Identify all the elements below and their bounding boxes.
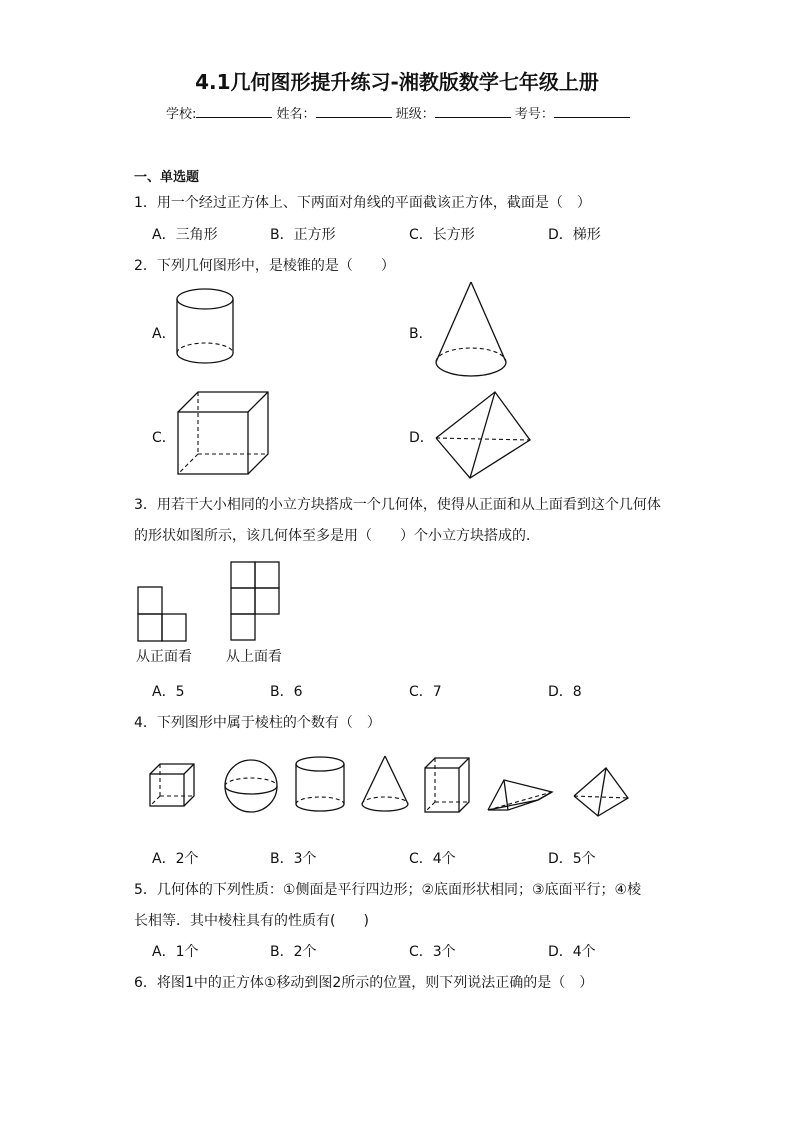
front-view-caption: 从正面看 (136, 649, 192, 665)
q1-option-a: A．三角形 (152, 227, 218, 243)
q2-option-a: A． (152, 326, 176, 342)
q2-option-c: C． (152, 430, 176, 446)
question-1-text: 1．用一个经过正方体上、下两面对角线的平面截该正方体，截面是（ ） (134, 195, 591, 211)
q4-option-b: B．3个 (270, 851, 317, 867)
rectangular-prism-figure (423, 756, 471, 816)
question-2-text: 2．下列几何图形中，是棱锥的是（ ） (134, 258, 395, 274)
question-3-text-line2: 的形状如图所示，该几何体至多是用（ ）个小立方块搭成的． (134, 528, 540, 544)
q5-option-d: D．4个 (548, 944, 596, 960)
q4-option-c: C．4个 (409, 851, 456, 867)
q1-option-d: D．梯形 (548, 227, 601, 243)
q5-option-a: A．1个 (152, 944, 199, 960)
small-cone-figure (360, 754, 412, 814)
number-label: 考号： (514, 107, 554, 122)
student-info-row (166, 103, 630, 122)
name-label: 姓名： (276, 107, 316, 122)
q5-option-c: C．3个 (409, 944, 456, 960)
question-5-text-line2: 长相等．其中棱柱具有的性质有( ) (134, 913, 369, 929)
question-3-text-line1: 3．用若干大小相同的小立方块搭成一个几何体，使得从正面和从上面看到这个几何体 (134, 497, 661, 513)
small-cube-figure (148, 762, 196, 810)
cube-figure (176, 390, 271, 480)
cylinder-figure (176, 287, 236, 377)
q2-option-b: B． (409, 326, 433, 342)
class-label: 班级： (395, 107, 435, 122)
school-field (196, 105, 272, 118)
q3-option-c: C．7 (409, 684, 442, 700)
q3-option-b: B．6 (270, 684, 303, 700)
number-field (554, 105, 630, 118)
q3-option-a: A．5 (152, 684, 185, 700)
q4-option-a: A．2个 (152, 851, 199, 867)
document-title: 4.1几何图形提升练习-湘教版数学七年级上册 (195, 70, 599, 94)
cone-figure (434, 280, 514, 380)
small-cylinder-figure (295, 756, 347, 814)
q3-option-d: D．8 (548, 684, 582, 700)
q4-option-d: D．5个 (548, 851, 596, 867)
q5-option-b: B．2个 (270, 944, 317, 960)
pyramid-figure (434, 388, 534, 483)
front-view-figure (136, 585, 191, 643)
q2-option-d: D． (409, 430, 434, 446)
sphere-figure (223, 760, 281, 814)
top-view-figure (229, 560, 284, 642)
question-4-text: 4．下列图形中属于棱柱的个数有（ ） (134, 715, 381, 731)
section-heading: 一、单选题 (134, 170, 200, 185)
triangular-prism-figure (486, 772, 556, 814)
q1-option-c: C．长方形 (409, 227, 475, 243)
name-field (316, 105, 392, 118)
small-pyramid-figure (572, 766, 632, 820)
school-label: 学校: (166, 107, 197, 122)
question-5-text-line1: 5．几何体的下列性质：①侧面是平行四边形；②底面形状相同；③底面平行；④棱 (134, 882, 642, 898)
question-6-text: 6．将图1中的正方体①移动到图2所示的位置，则下列说法正确的是（ ） (134, 975, 594, 991)
top-view-caption: 从上面看 (226, 649, 282, 665)
q1-option-b: B．正方形 (270, 227, 336, 243)
class-field (435, 105, 511, 118)
